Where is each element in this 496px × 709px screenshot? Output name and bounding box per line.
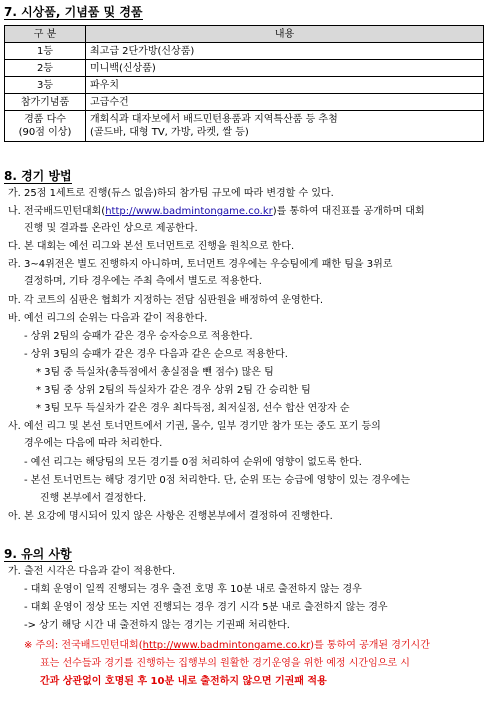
rule-line: - 상위 3팀의 승패가 같은 경우 다음과 같은 순으로 적용한다. [24, 349, 288, 360]
rule-line: * 3팀 모두 득실차가 같은 경우 최다득점, 최저실점, 선수 합산 연장자 순 [36, 403, 350, 414]
table-cell-category: 2등 [5, 60, 86, 77]
notice-line: - 대회 운영이 일찍 진행되는 경우 출전 호명 후 10분 내로 출전하지 않는 경우 [24, 584, 362, 595]
table-cell-content: 미니백(신상품) [86, 60, 484, 77]
rule-line: 경우에는 다음에 따라 처리한다. [24, 438, 163, 449]
cell-line: (골드바, 대형 TV, 가방, 라켓, 쌀 등) [90, 127, 249, 138]
section-8-title: 8. 경기 방법 [4, 169, 72, 183]
rule-text: )를 통하여 대진표를 공개하며 대회 [272, 206, 425, 217]
table-cell-category: 3등 [5, 77, 86, 94]
rule-line: - 상위 2팀의 승패가 같은 경우 승자승으로 적용한다. [24, 331, 253, 342]
table-cell-category [5, 111, 86, 142]
rule-line: - 예선 리그는 해당팀의 모든 경기를 0점 처리하여 순위에 영향이 없도록 한다. [24, 457, 362, 468]
table-cell-content: 파우치 [86, 77, 484, 94]
table-header-row [5, 26, 484, 43]
rule-line: 라. 3~4위전은 별도 진행하지 아니하며, 토너먼트 경우에는 우승팀에게 패한 팀을 3위로 [8, 259, 393, 270]
notice-line: 가. 출전 시각은 다음과 같이 적용한다. [8, 566, 176, 577]
notice-line: -> 상기 해당 시간 내 출전하지 않는 경기는 기권패 처리한다. [24, 620, 290, 631]
website-link[interactable]: http://www.badmintongame.co.kr [105, 206, 273, 217]
rule-line: 가. 25점 1세트로 진행(듀스 없음)하되 참가팀 규모에 따라 변경할 수 있다. [8, 188, 334, 199]
table-cell-category: 1등 [5, 43, 86, 60]
rule-line: * 3팀 중 상위 2팀의 득실차가 같은 경우 상위 2팀 간 승리한 팀 [36, 385, 311, 396]
notice-line: - 대회 운영이 정상 또는 지연 진행되는 경우 경기 시각 5분 내로 출전하지 않는 경우 [24, 602, 388, 613]
rule-line: 진행 본부에서 결정한다. [40, 493, 147, 504]
rule-line: 사. 예선 리그 및 본선 토너먼트에서 기권, 몰수, 일부 경기만 참가 또는 중도 포기 등의 [8, 421, 381, 432]
table-cell-content [86, 111, 484, 142]
warning-text: ※ 주의: 전국배드민턴대회( [24, 640, 143, 651]
rule-line: 마. 각 코트의 심판은 협회가 지정하는 전담 심판원을 배정하여 운영한다. [8, 295, 324, 306]
rule-line: 바. 예선 리그의 순위는 다음과 같이 적용한다. [8, 313, 208, 324]
warning-line [24, 639, 430, 652]
prize-table [4, 25, 484, 142]
section-7-title: 7. 시상품, 기념품 및 경품 [4, 5, 143, 19]
rule-line: 결정하며, 기타 경우에는 주최 측에서 별도로 적용한다. [24, 276, 262, 287]
warning-line: 표는 선수들과 경기를 진행하는 집행부의 원활한 경기운영을 위한 예정 시간임으로 시 [40, 658, 410, 669]
table-row [5, 60, 484, 77]
table-row [5, 43, 484, 60]
rule-line: * 3팀 중 득실차(총득점에서 총실점을 뺀 점수) 많은 팀 [36, 367, 274, 378]
table-header-content: 내용 [86, 26, 484, 43]
website-link[interactable]: http://www.badmintongame.co.kr [142, 640, 311, 651]
cell-line: (90점 이상) [18, 127, 72, 138]
table-cell-content: 최고급 2단가방(신상품) [86, 43, 484, 60]
table-cell-category: 참가기념품 [5, 94, 86, 111]
rule-line: - 본선 토너먼트는 해당 경기만 0점 처리한다. 단, 순위 또는 승급에 영향이 있는 경우에는 [24, 475, 411, 486]
table-row [5, 94, 484, 111]
rule-text: 나. 전국배드민턴대회( [8, 206, 106, 217]
table-header-category: 구 분 [5, 26, 86, 43]
rule-line: 진행 및 결과를 온라인 상으로 제공한다. [24, 223, 198, 234]
warning-text: )를 통하여 공개된 경기시간 [310, 640, 430, 651]
table-row [5, 111, 484, 142]
table-row [5, 77, 484, 94]
rule-line: 아. 본 요강에 명시되어 있지 않은 사항은 진행본부에서 결정하여 진행한다. [8, 511, 333, 522]
table-cell-content: 고급수건 [86, 94, 484, 111]
warning-line-emphasis: 간과 상관없이 호명된 후 10분 내로 출전하지 않으면 기권패 적용 [40, 676, 327, 687]
section-9-title: 9. 유의 사항 [4, 547, 72, 561]
rule-line: 다. 본 대회는 예선 리그와 본선 토너먼트로 진행을 원칙으로 한다. [8, 241, 295, 252]
cell-line: 개회식과 대자보에서 배드민턴용품과 지역특산품 등 추첨 [90, 114, 338, 125]
cell-line: 경품 다수 [24, 114, 66, 125]
rule-line [8, 205, 425, 218]
